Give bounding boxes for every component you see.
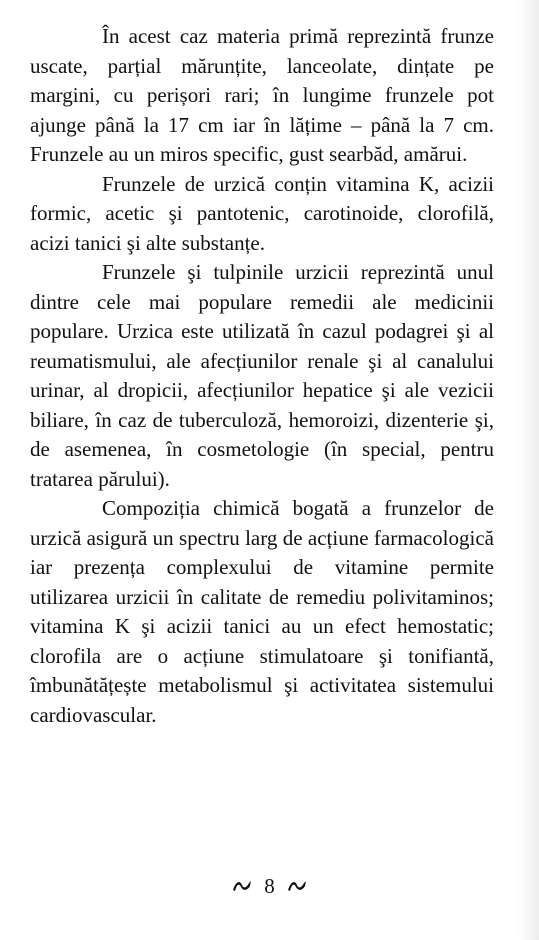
- fleuron-right-icon: [286, 874, 308, 899]
- page-number: 8: [264, 873, 275, 898]
- page-edge-shadow: [517, 0, 539, 940]
- paragraph-2: Frunzele de urzică conțin vitamina K, acizii formic, acetic şi pantotenic, carotinoide, clorofilă, acizi tanici şi alte substanțe.: [30, 171, 494, 255]
- fleuron-left-icon: [231, 874, 253, 899]
- page-footer: [0, 872, 539, 899]
- body-text: [30, 22, 494, 730]
- paragraph-3: Frunzele şi tulpinile urzicii reprezintă unul dintre cele mai populare remedii ale medicinii populare. Urzica este utilizată în cazul podagrei şi al reumatismului, ale afecțiunilor renale şi al canalului urinar, al dropicii, afecțiunilor hepatice şi ale vezicii biliare, în caz de tuberculoză, hemoroizi, dizenterie şi, de asemenea, în cosmetologie (în special, pentru tratarea părului).: [30, 260, 494, 491]
- paragraph-4: Compoziția chimică bogată a frunzelor de urzică asigură un spectru larg de acțiune farmacologică iar prezența complexului de vitamine permite utilizarea urzicii în calitate de remediu polivitaminos; vitamina K şi acizii tanici au un efect hemostatic; clorofila are o acțiune stimulatoare şi tonifiantă, îmbunătățește metabolismul şi activitatea sistemului cardiovascular.: [30, 496, 494, 727]
- paragraph-1: În acest caz materia primă reprezintă frunze uscate, parțial mărunțite, lanceolate, dințate pe margini, cu perișori rari; în lungime frunzele pot ajunge până la 17 cm iar în lățime – până la 7 cm. Frunzele au un miros specific, gust searbăd, amărui.: [30, 24, 494, 166]
